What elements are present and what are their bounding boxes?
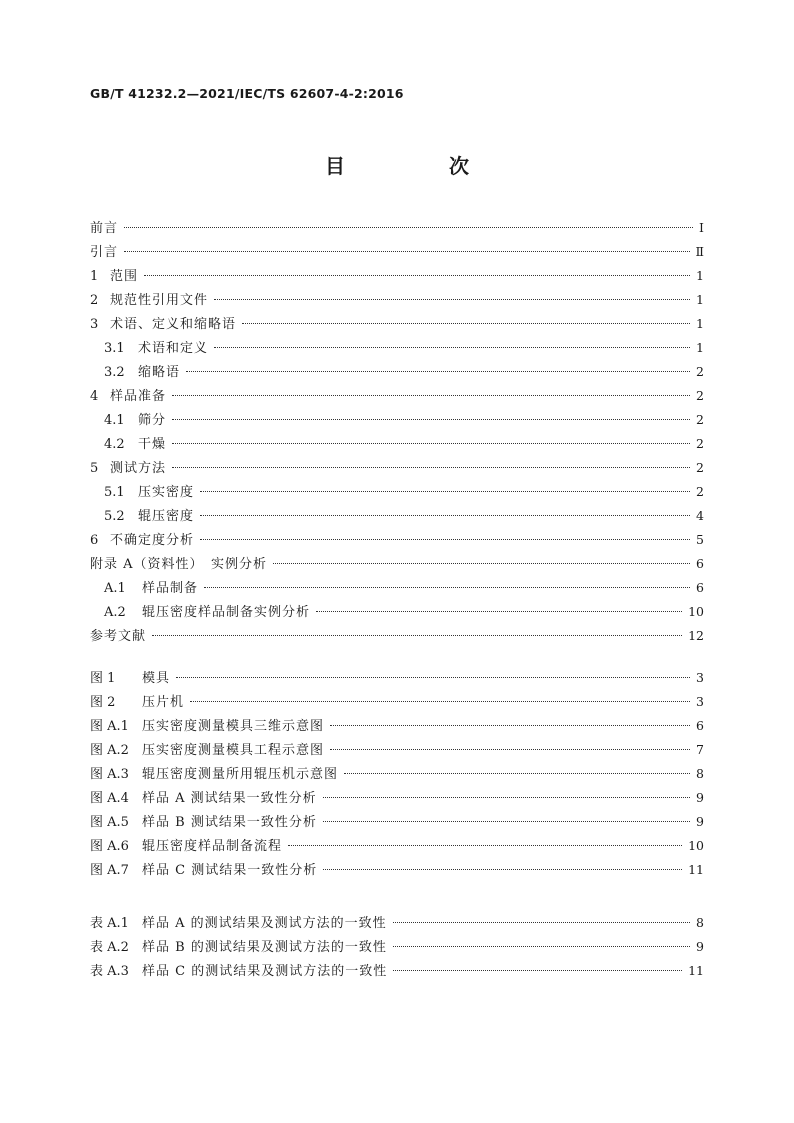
toc-entry-page: 2	[696, 436, 704, 451]
toc-leader	[176, 677, 690, 678]
toc-leader	[186, 371, 690, 372]
toc-leader	[214, 299, 690, 300]
toc-entry-page: 3	[696, 694, 704, 709]
toc-leader	[393, 946, 690, 947]
toc-entry-number: 3.2	[104, 365, 125, 380]
toc-entry-page: 1	[696, 292, 704, 307]
toc-entry-number: 5.1	[104, 485, 125, 500]
toc-entry-label: 附录 A（资料性） 实例分析	[90, 557, 268, 572]
toc-entry-label: 筛分	[138, 413, 167, 428]
toc-entry-number: 图 A.4	[90, 791, 129, 806]
toc-entry-4[interactable]	[90, 385, 704, 405]
toc-figure-entry[interactable]	[90, 811, 704, 831]
toc-entry-number: 图 A.1	[90, 719, 129, 734]
toc-entry-label: 样品 A 的测试结果及测试方法的一致性	[142, 916, 387, 931]
toc-entry-page: 8	[696, 766, 704, 781]
toc-entry-number: 表 A.1	[90, 916, 129, 931]
toc-entry-5[interactable]	[90, 457, 704, 477]
toc-entry-number: 图 A.5	[90, 815, 129, 830]
toc-entry-number: 图 A.2	[90, 743, 129, 758]
toc-entry-number: 4.2	[104, 437, 125, 452]
toc-entry-page: 2	[696, 460, 704, 475]
toc-entry-introduction[interactable]	[90, 241, 704, 261]
toc-entry-page: 6	[696, 718, 704, 733]
toc-leader	[344, 773, 690, 774]
toc-figure-entry[interactable]	[90, 667, 704, 687]
toc-entry-3-1[interactable]	[90, 337, 704, 357]
toc-entry-number: 6	[90, 533, 99, 548]
toc-entry-label: 缩略语	[138, 365, 181, 380]
toc-leader	[273, 563, 690, 564]
toc-entry-number: 5.2	[104, 509, 125, 524]
toc-entry-number: 4.1	[104, 413, 125, 428]
toc-entry-label: 规范性引用文件	[110, 293, 209, 308]
toc-entry-page: 11	[688, 862, 704, 877]
toc-entry-4-2[interactable]	[90, 433, 704, 453]
toc-entry-page: 1	[696, 316, 704, 331]
toc-leader	[200, 515, 690, 516]
toc-entry-page: 9	[696, 814, 704, 829]
toc-leader	[330, 749, 690, 750]
toc-entry-bibliography[interactable]	[90, 625, 704, 645]
toc-entry-label: 压片机	[142, 695, 185, 710]
toc-leader	[323, 869, 682, 870]
toc-leader	[152, 635, 682, 636]
toc-entry-label: 参考文献	[90, 629, 147, 644]
toc-entry-page: 5	[696, 532, 704, 547]
toc-entry-label: 压实密度	[138, 485, 195, 500]
toc-entry-page: Ⅱ	[695, 244, 704, 259]
toc-entry-page: 10	[688, 838, 704, 853]
toc-entry-page: 6	[696, 580, 704, 595]
toc-entry-3[interactable]	[90, 313, 704, 333]
toc-entry-5-1[interactable]	[90, 481, 704, 501]
toc-entry-label: 样品 C 的测试结果及测试方法的一致性	[142, 964, 388, 979]
toc-entry-label: 压实密度测量模具工程示意图	[142, 743, 325, 758]
toc-leader	[393, 922, 690, 923]
toc-entry-label: 测试方法	[110, 461, 167, 476]
toc-figure-entry[interactable]	[90, 787, 704, 807]
toc-entry-page: 10	[688, 604, 704, 619]
toc-leader	[204, 587, 690, 588]
toc-entry-label: 样品 B 测试结果一致性分析	[142, 815, 317, 830]
toc-entry-number: 2	[90, 293, 99, 308]
toc-entry-page: 2	[696, 484, 704, 499]
toc-leader	[144, 275, 690, 276]
toc-entry-number: 3.1	[104, 341, 125, 356]
toc-entry-page: 3	[696, 670, 704, 685]
toc-leader	[288, 845, 682, 846]
toc-entry-label: 辊压密度样品制备实例分析	[142, 605, 311, 620]
toc-entry-label: 样品 C 测试结果一致性分析	[142, 863, 318, 878]
toc-entry-page: 6	[696, 556, 704, 571]
toc-entry-number: 4	[90, 389, 99, 404]
toc-figure-entry[interactable]	[90, 859, 704, 879]
toc-leader	[172, 395, 690, 396]
toc-leader	[214, 347, 690, 348]
toc-table-entry[interactable]	[90, 912, 704, 932]
toc-figure-entry[interactable]	[90, 739, 704, 759]
toc-entry-label: 样品 B 的测试结果及测试方法的一致性	[142, 940, 387, 955]
page-title: 目 次	[325, 154, 511, 178]
toc-entry-label: 引言	[90, 245, 119, 260]
toc-entry-a-2[interactable]	[90, 601, 704, 621]
toc-entry-page: Ⅰ	[699, 220, 704, 235]
toc-entry-number: 图 1	[90, 671, 116, 686]
toc-entry-3-2[interactable]	[90, 361, 704, 381]
toc-entry-label: 样品准备	[110, 389, 167, 404]
toc-entry-label: 干燥	[138, 437, 167, 452]
toc-entry-label: 辊压密度样品制备流程	[142, 839, 283, 854]
toc-leader	[200, 491, 690, 492]
toc-leader	[190, 701, 690, 702]
standard-code: GB/T 41232.2—2021/IEC/TS 62607-4-2:2016	[90, 86, 404, 101]
toc-leader	[393, 970, 682, 971]
toc-entry-label: 术语、定义和缩略语	[110, 317, 237, 332]
toc-leader	[316, 611, 682, 612]
toc-entry-label: 模具	[142, 671, 171, 686]
toc-figure-entry[interactable]	[90, 715, 704, 735]
toc-entry-1[interactable]	[90, 265, 704, 285]
toc-entry-label: 辊压密度测量所用辊压机示意图	[142, 767, 339, 782]
toc-figure-entry[interactable]	[90, 691, 704, 711]
toc-entry-page: 9	[696, 790, 704, 805]
toc-entry-label: 不确定度分析	[110, 533, 195, 548]
toc-entry-number: 图 A.3	[90, 767, 129, 782]
toc-entry-number: 图 2	[90, 695, 116, 710]
toc-entry-a-1[interactable]	[90, 577, 704, 597]
toc-entry-page: 2	[696, 364, 704, 379]
toc-entry-6[interactable]	[90, 529, 704, 549]
toc-leader	[323, 821, 690, 822]
toc-leader	[242, 323, 690, 324]
toc-entry-number: 5	[90, 461, 99, 476]
toc-leader	[172, 467, 690, 468]
toc-leader	[330, 725, 690, 726]
toc-entry-number: A.2	[104, 605, 126, 620]
toc-leader	[200, 539, 690, 540]
toc-entry-number: A.1	[104, 581, 126, 596]
toc-entry-number: 1	[90, 269, 99, 284]
toc-entry-label: 样品 A 测试结果一致性分析	[142, 791, 317, 806]
toc-figure-entry[interactable]	[90, 763, 704, 783]
toc-entry-annex-a[interactable]	[90, 553, 704, 573]
toc-leader	[172, 443, 690, 444]
toc-entry-page: 1	[696, 340, 704, 355]
toc-entry-page: 2	[696, 412, 704, 427]
toc-entry-number: 表 A.2	[90, 940, 129, 955]
toc-entry-page: 1	[696, 268, 704, 283]
toc-entry-4-1[interactable]	[90, 409, 704, 429]
toc-entry-page: 7	[696, 742, 704, 757]
toc-leader	[124, 251, 689, 252]
toc-entry-label: 辊压密度	[138, 509, 195, 524]
toc-entry-label: 压实密度测量模具三维示意图	[142, 719, 325, 734]
toc-leader	[323, 797, 690, 798]
toc-entry-page: 12	[688, 628, 704, 643]
toc-entry-number: 3	[90, 317, 99, 332]
toc-entry-page: 2	[696, 388, 704, 403]
toc-figure-entry[interactable]	[90, 835, 704, 855]
toc-entry-number: 图 A.6	[90, 839, 129, 854]
toc-entry-page: 4	[696, 508, 704, 523]
toc-entry-foreword[interactable]	[90, 217, 704, 237]
toc-entry-page: 9	[696, 939, 704, 954]
toc-entry-5-2[interactable]	[90, 505, 704, 525]
toc-entry-label: 前言	[90, 221, 119, 236]
toc-entry-number: 表 A.3	[90, 964, 129, 979]
toc-leader	[124, 227, 693, 228]
toc-entry-page: 8	[696, 915, 704, 930]
toc-table-entry[interactable]	[90, 960, 704, 980]
toc-entry-page: 11	[688, 963, 704, 978]
toc-entry-2[interactable]	[90, 289, 704, 309]
toc-entry-label: 术语和定义	[138, 341, 209, 356]
toc-entry-label: 范围	[110, 269, 139, 284]
toc-leader	[172, 419, 690, 420]
toc-table-entry[interactable]	[90, 936, 704, 956]
toc-entry-number: 图 A.7	[90, 863, 129, 878]
toc-entry-label: 样品制备	[142, 581, 199, 596]
